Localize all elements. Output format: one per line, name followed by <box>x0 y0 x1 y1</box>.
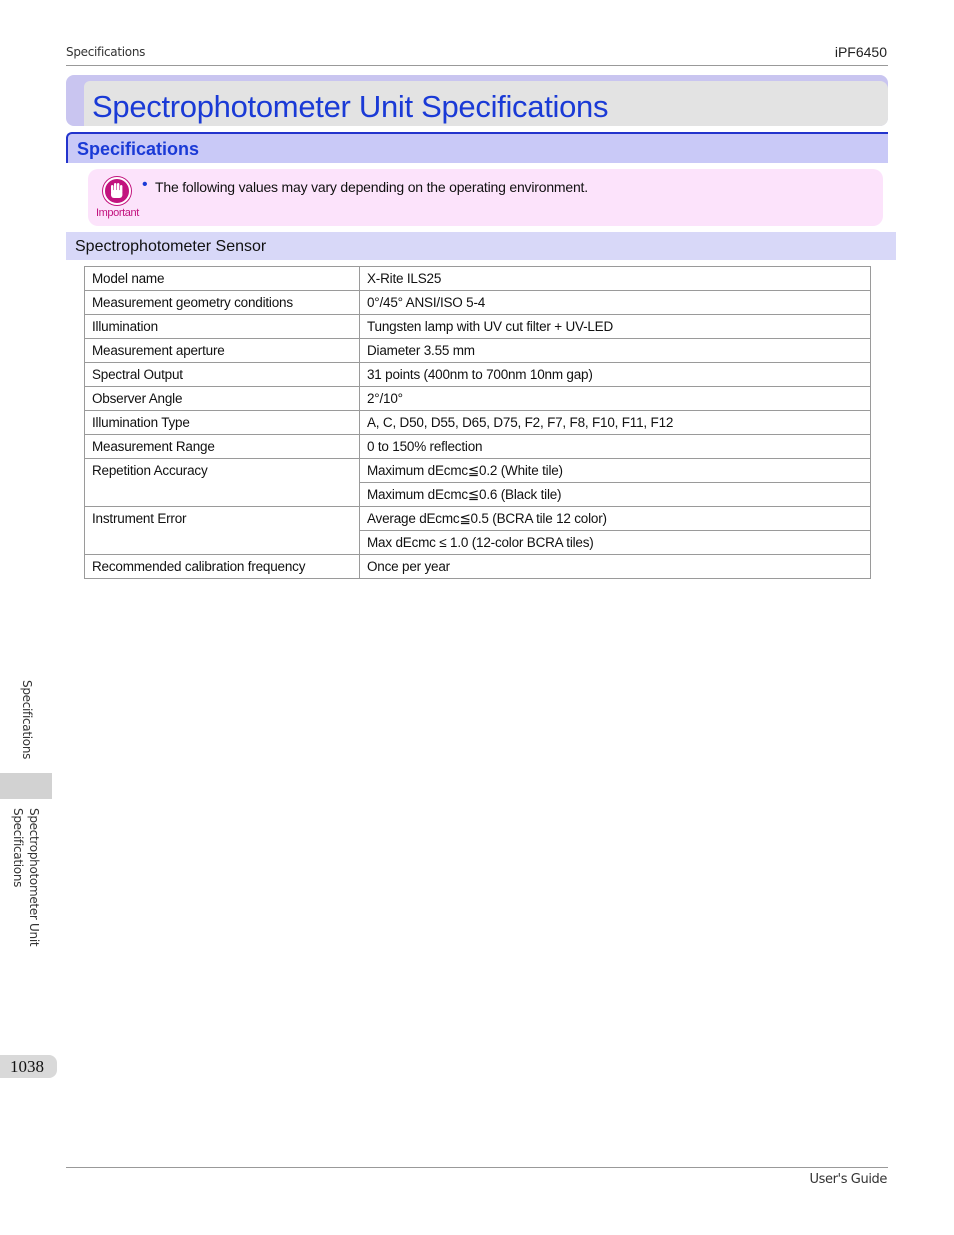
spec-value: Tungsten lamp with UV cut filter + UV-LED <box>360 315 871 339</box>
spec-name: Repetition Accuracy <box>85 459 360 507</box>
table-row <box>85 507 871 531</box>
spec-name: Illumination <box>85 315 360 339</box>
header-section-label: Specifications <box>66 45 146 59</box>
spec-table <box>84 266 871 579</box>
spec-name: Recommended calibration frequency <box>85 555 360 579</box>
table-row <box>85 411 871 435</box>
spec-value: Maximum dEcmc≦0.2 (White tile) <box>360 459 871 483</box>
important-label: Important <box>96 207 139 219</box>
table-row <box>85 363 871 387</box>
spec-value: Max dEcmc ≤ 1.0 (12-color BCRA tiles) <box>360 531 871 555</box>
spec-value: 31 points (400nm to 700nm 10nm gap) <box>360 363 871 387</box>
spec-name: Illumination Type <box>85 411 360 435</box>
spec-value: Diameter 3.55 mm <box>360 339 871 363</box>
table-row <box>85 435 871 459</box>
header-divider <box>66 65 888 66</box>
table-row <box>85 291 871 315</box>
spec-value: 0 to 150% reflection <box>360 435 871 459</box>
table-row <box>85 267 871 291</box>
section-heading-bar <box>66 132 888 163</box>
table-row <box>85 387 871 411</box>
subsection-heading: Spectrophotometer Sensor <box>75 238 267 255</box>
spec-value: 0°/45° ANSI/ISO 5-4 <box>360 291 871 315</box>
page-number: 1038 <box>10 1057 44 1076</box>
section-heading: Specifications <box>77 139 200 159</box>
sidebar-topic-line1: Spectrophotometer Unit <box>27 808 41 947</box>
spec-name: Observer Angle <box>85 387 360 411</box>
footer-guide-label: User's Guide <box>809 1172 887 1187</box>
spec-value: X-Rite ILS25 <box>360 267 871 291</box>
spec-name: Instrument Error <box>85 507 360 555</box>
spec-value: 2°/10° <box>360 387 871 411</box>
table-row <box>85 555 871 579</box>
title-banner-inner <box>84 81 888 126</box>
page-number-tab <box>0 1055 57 1078</box>
spec-value: Once per year <box>360 555 871 579</box>
table-row <box>85 459 871 483</box>
sidebar-section-label: Specifications <box>20 680 34 760</box>
important-note-text: The following values may vary depending on the operating environment. <box>155 179 588 195</box>
page-title: Spectrophotometer Unit Specifications <box>92 89 609 124</box>
sidebar-tab-marker <box>0 773 52 799</box>
important-note <box>88 169 883 226</box>
sidebar-topic-line2: Specifications <box>11 808 25 888</box>
header-model-name: iPF6450 <box>834 44 887 60</box>
spec-value: Maximum dEcmc≦0.6 (Black tile) <box>360 483 871 507</box>
title-banner <box>66 75 888 126</box>
spec-value: Average dEcmc≦0.5 (BCRA tile 12 color) <box>360 507 871 531</box>
spec-name: Measurement aperture <box>85 339 360 363</box>
hand-stop-icon <box>103 177 131 205</box>
spec-name: Measurement Range <box>85 435 360 459</box>
spec-value: A, C, D50, D55, D65, D75, F2, F7, F8, F10, F11, F12 <box>360 411 871 435</box>
table-row <box>85 339 871 363</box>
table-row <box>85 315 871 339</box>
sidebar-topic-label <box>10 808 42 1038</box>
footer-divider <box>66 1167 888 1168</box>
spec-name: Spectral Output <box>85 363 360 387</box>
bullet-icon: • <box>142 176 148 193</box>
spec-name: Measurement geometry conditions <box>85 291 360 315</box>
subsection-heading-bar <box>66 232 896 260</box>
spec-name: Model name <box>85 267 360 291</box>
